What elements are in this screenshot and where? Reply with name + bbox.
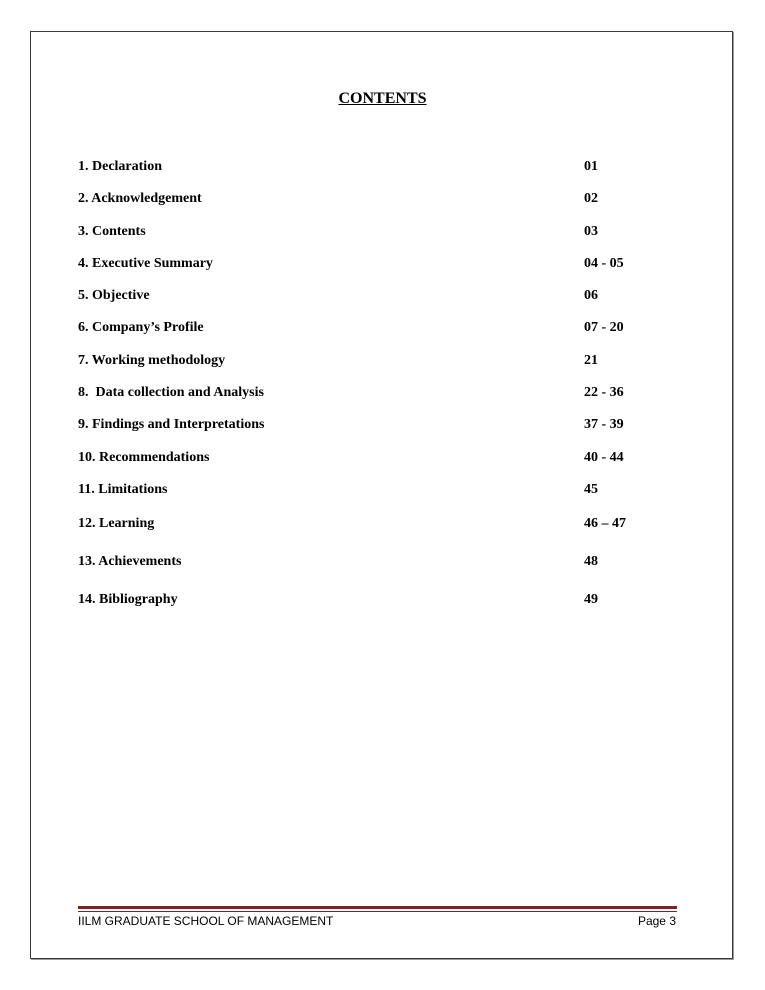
toc-entry-label: 14. Bibliography	[78, 592, 178, 607]
footer-rule	[78, 906, 677, 909]
toc-entry-pages: 02	[584, 191, 598, 206]
toc-entry-pages: 04 - 05	[584, 256, 624, 271]
toc-entry	[78, 288, 678, 308]
toc-entry	[78, 592, 678, 612]
toc-entry-label: 5. Objective	[78, 288, 150, 303]
toc-entry-label: 8. Data collection and Analysis	[78, 385, 264, 400]
toc-entry	[78, 320, 678, 340]
toc-entry-pages: 22 - 36	[584, 385, 624, 400]
toc-entry-pages: 40 - 44	[584, 450, 624, 465]
toc-entry-pages: 49	[584, 592, 598, 607]
toc-entry-pages: 46 – 47	[584, 516, 626, 531]
toc-entry-pages: 07 - 20	[584, 320, 624, 335]
toc-entry-pages: 01	[584, 159, 598, 174]
toc-entry	[78, 554, 678, 574]
toc-entry-label: 2. Acknowledgement	[78, 191, 202, 206]
toc-entry-label: 1. Declaration	[78, 159, 162, 174]
page-title: CONTENTS	[338, 90, 427, 107]
toc-entry-label: 11. Limitations	[78, 482, 168, 497]
toc-entry	[78, 353, 678, 373]
toc-entry-pages: 48	[584, 554, 598, 569]
toc-entry-label: 4. Executive Summary	[78, 256, 213, 271]
toc-entry	[78, 450, 678, 470]
toc-entry-label: 6. Company’s Profile	[78, 320, 204, 335]
toc-entry-label: 10. Recommendations	[78, 450, 210, 465]
toc-entry	[78, 224, 678, 244]
toc-entry	[78, 159, 678, 179]
toc-entry	[78, 482, 678, 502]
toc-entry-label: 7. Working methodology	[78, 353, 226, 368]
toc-entry-label: 13. Achievements	[78, 554, 182, 569]
toc-entry-pages: 03	[584, 224, 598, 239]
toc-entry	[78, 385, 678, 405]
toc-entry-label: 3. Contents	[78, 224, 146, 239]
toc-entry-label: 12. Learning	[78, 516, 155, 531]
toc-entry-pages: 21	[584, 353, 598, 368]
footer-page-number: Page 3	[637, 914, 676, 928]
footer-rule-thin	[78, 911, 677, 912]
toc-entry	[78, 191, 678, 211]
toc-entry-label: 9. Findings and Interpretations	[78, 417, 265, 432]
toc-entry	[78, 516, 678, 536]
toc-entry-pages: 37 - 39	[584, 417, 624, 432]
footer-institution: IILM GRADUATE SCHOOL OF MANAGEMENT	[78, 914, 334, 928]
toc-entry	[78, 256, 678, 276]
toc-entry	[78, 417, 678, 437]
toc-entry-pages: 45	[584, 482, 598, 497]
toc-entry-pages: 06	[584, 288, 598, 303]
